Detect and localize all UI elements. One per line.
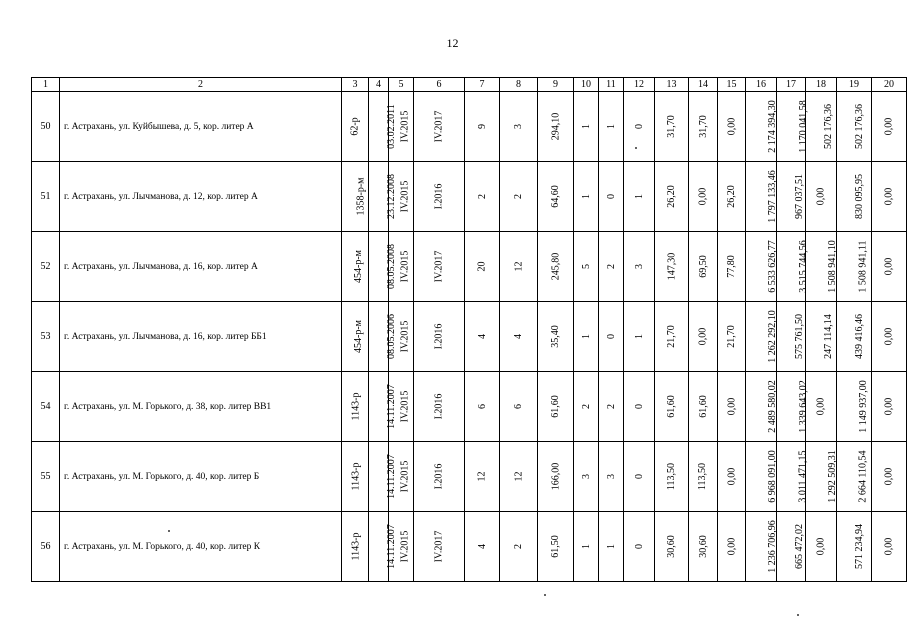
rotated-value: 3 515 744,56 bbox=[797, 240, 809, 293]
value-cell bbox=[689, 92, 718, 162]
rotated-value: 0 bbox=[605, 334, 617, 339]
rotated-value: 3 bbox=[580, 474, 592, 479]
value-cell bbox=[538, 512, 574, 582]
rotated-value: IV.2015 bbox=[399, 110, 411, 143]
value-cell bbox=[342, 92, 369, 162]
rotated-value: 294,10 bbox=[550, 112, 561, 141]
value-cell bbox=[624, 162, 655, 232]
address-cell: г. Астрахань, ул. Лычманова, д. 16, кор. литер ББ1 bbox=[60, 302, 342, 372]
rotated-value: 0,00 bbox=[726, 537, 737, 556]
rotated-value: 1143-р bbox=[350, 462, 362, 491]
rotated-value: 0,00 bbox=[883, 397, 895, 416]
rotated-value: 1 bbox=[580, 124, 592, 129]
rotated-value: 3 bbox=[633, 264, 645, 269]
rotated-value: 0,00 bbox=[883, 257, 895, 276]
value-cell bbox=[718, 302, 746, 372]
rotated-value: 1 508 941,11 bbox=[857, 240, 869, 293]
value-cell bbox=[806, 442, 837, 512]
value-cell bbox=[655, 162, 689, 232]
rotated-value: IV.2015 bbox=[399, 390, 411, 423]
value-cell bbox=[837, 372, 872, 442]
address-cell: г. Астрахань, ул. Лычманова, д. 12, кор. литер А bbox=[60, 162, 342, 232]
rotated-value: 2 489 580,02 bbox=[766, 380, 778, 433]
value-cell bbox=[414, 372, 465, 442]
header-cell: 10 bbox=[574, 78, 599, 92]
value-cell bbox=[689, 372, 718, 442]
rotated-value: 3 bbox=[513, 124, 524, 129]
value-cell bbox=[342, 302, 369, 372]
value-cell bbox=[599, 512, 624, 582]
value-cell bbox=[500, 512, 538, 582]
value-cell bbox=[806, 232, 837, 302]
rotated-value: 30,60 bbox=[697, 535, 709, 558]
rotated-value: I.2016 bbox=[433, 183, 445, 210]
value-cell bbox=[837, 442, 872, 512]
rotated-value: 14.11.2007 bbox=[385, 384, 397, 429]
value-cell bbox=[872, 372, 907, 442]
rotated-value: 245,80 bbox=[550, 252, 561, 281]
value-cell bbox=[837, 162, 872, 232]
value-cell bbox=[574, 162, 599, 232]
value-cell bbox=[718, 232, 746, 302]
value-cell bbox=[689, 442, 718, 512]
rotated-value: 1 236 706,96 bbox=[766, 520, 778, 573]
rotated-value: 4 bbox=[476, 334, 488, 339]
rotated-value: 6 533 626,77 bbox=[766, 240, 778, 293]
row-number-cell: 55 bbox=[32, 442, 60, 512]
value-cell bbox=[414, 302, 465, 372]
value-cell bbox=[574, 442, 599, 512]
header-row bbox=[32, 78, 907, 92]
rotated-value: 61,50 bbox=[550, 535, 561, 558]
value-cell bbox=[624, 302, 655, 372]
rotated-value: 967 037,51 bbox=[794, 174, 805, 219]
rotated-value: 21,70 bbox=[726, 325, 737, 348]
value-cell bbox=[806, 372, 837, 442]
rotated-value: 0,00 bbox=[883, 327, 895, 346]
value-cell bbox=[746, 372, 777, 442]
rotated-value: 3 bbox=[605, 474, 617, 479]
rotated-value: 1358-р-м bbox=[355, 177, 367, 216]
value-cell bbox=[718, 372, 746, 442]
rotated-value: 5 bbox=[580, 264, 592, 269]
rotated-value: 35,40 bbox=[550, 325, 561, 348]
row-number-cell: 54 bbox=[32, 372, 60, 442]
value-cell bbox=[837, 302, 872, 372]
value-cell bbox=[689, 512, 718, 582]
value-cell bbox=[624, 512, 655, 582]
rotated-value: 1 170 041,58 bbox=[797, 100, 809, 153]
header-cell: 2 bbox=[60, 78, 342, 92]
address-cell: г. Астрахань, ул. Лычманова, д. 16, кор. литер А bbox=[60, 232, 342, 302]
scan-speck bbox=[544, 594, 546, 596]
header-cell: 16 bbox=[746, 78, 777, 92]
value-cell bbox=[599, 302, 624, 372]
rotated-value: 147,30 bbox=[666, 252, 677, 281]
rotated-value: IV.2015 bbox=[399, 320, 411, 353]
header-cell: 4 bbox=[369, 78, 389, 92]
rotated-value: 77,80 bbox=[726, 255, 737, 278]
value-cell bbox=[777, 232, 809, 302]
header-cell: 3 bbox=[342, 78, 369, 92]
rotated-value: 2 bbox=[605, 404, 617, 409]
value-cell bbox=[599, 442, 624, 512]
value-cell bbox=[777, 92, 809, 162]
scan-speck bbox=[168, 530, 170, 532]
value-cell bbox=[837, 512, 872, 582]
rotated-value: 2 664 110,54 bbox=[857, 450, 869, 503]
header-cell: 17 bbox=[777, 78, 806, 92]
rotated-value: IV.2015 bbox=[399, 180, 411, 213]
value-cell bbox=[574, 92, 599, 162]
value-cell bbox=[599, 92, 624, 162]
rotated-value: 08.05.2006 bbox=[386, 314, 397, 359]
value-cell bbox=[872, 232, 907, 302]
value-cell bbox=[538, 232, 574, 302]
rotated-value: 21,70 bbox=[666, 325, 677, 348]
value-cell bbox=[655, 302, 689, 372]
header-cell: 9 bbox=[538, 78, 574, 92]
rotated-value: 0,00 bbox=[726, 467, 737, 486]
rotated-value: 26,20 bbox=[726, 185, 737, 208]
rotated-value: 2 bbox=[476, 194, 488, 199]
scan-speck bbox=[797, 614, 799, 616]
value-cell bbox=[369, 302, 397, 372]
value-cell bbox=[837, 92, 872, 162]
rotated-value: 1 bbox=[605, 124, 617, 129]
header-cell: 1 bbox=[32, 78, 60, 92]
rotated-value: 0,00 bbox=[883, 537, 895, 556]
value-cell bbox=[624, 92, 655, 162]
value-cell bbox=[538, 92, 574, 162]
value-cell bbox=[806, 512, 837, 582]
rotated-value: 2 bbox=[605, 264, 617, 269]
rotated-value: 439 416,46 bbox=[854, 314, 865, 359]
rotated-value: 23.12.2008 bbox=[386, 174, 397, 219]
table-row bbox=[32, 162, 907, 232]
rotated-value: 6 968 091,00 bbox=[766, 450, 778, 503]
rotated-value: IV.2017 bbox=[433, 250, 445, 283]
rotated-value: 12 bbox=[513, 471, 524, 482]
table-row bbox=[32, 372, 907, 442]
value-cell bbox=[746, 302, 777, 372]
page-number: 12 bbox=[446, 36, 459, 50]
rotated-value: 0 bbox=[633, 404, 645, 409]
rotated-value: 1143-р bbox=[350, 392, 362, 421]
rotated-value: 6 bbox=[476, 404, 488, 409]
row-number-cell: 50 bbox=[32, 92, 60, 162]
value-cell bbox=[689, 302, 718, 372]
value-cell bbox=[806, 92, 837, 162]
rotated-value: 0,00 bbox=[883, 467, 895, 486]
rotated-value: 26,20 bbox=[666, 185, 677, 208]
rotated-value: IV.2015 bbox=[399, 530, 411, 563]
value-cell bbox=[538, 442, 574, 512]
value-cell bbox=[465, 162, 500, 232]
value-cell bbox=[369, 442, 397, 512]
rotated-value: 61,60 bbox=[697, 395, 709, 418]
rotated-value: 1143-р bbox=[350, 532, 362, 561]
value-cell bbox=[872, 162, 907, 232]
value-cell bbox=[655, 512, 689, 582]
value-cell bbox=[746, 162, 777, 232]
value-cell bbox=[414, 92, 465, 162]
rotated-value: I.2016 bbox=[433, 463, 445, 490]
rotated-value: 0,00 bbox=[697, 187, 709, 206]
value-cell bbox=[342, 512, 369, 582]
value-cell bbox=[500, 442, 538, 512]
value-cell bbox=[624, 442, 655, 512]
rotated-value: 454-р-м bbox=[353, 320, 364, 353]
value-cell bbox=[465, 232, 500, 302]
rotated-value: 2 174 394,30 bbox=[766, 100, 778, 153]
header-cell: 14 bbox=[689, 78, 718, 92]
value-cell bbox=[655, 232, 689, 302]
header-cell: 15 bbox=[718, 78, 746, 92]
value-cell bbox=[837, 232, 872, 302]
value-cell bbox=[414, 442, 465, 512]
rotated-value: 0,00 bbox=[726, 397, 737, 416]
value-cell bbox=[342, 232, 369, 302]
rotated-value: 0,00 bbox=[815, 537, 827, 556]
value-cell bbox=[777, 512, 806, 582]
rotated-value: 64,60 bbox=[550, 185, 561, 208]
value-cell bbox=[342, 442, 369, 512]
value-cell bbox=[718, 92, 746, 162]
rotated-value: 502 176,36 bbox=[854, 104, 865, 149]
value-cell bbox=[777, 302, 806, 372]
row-number-cell: 52 bbox=[32, 232, 60, 302]
header-cell: 11 bbox=[599, 78, 624, 92]
rotated-value: 830 095,95 bbox=[854, 174, 865, 219]
value-cell bbox=[746, 442, 777, 512]
value-cell bbox=[872, 442, 907, 512]
value-cell bbox=[574, 512, 599, 582]
rotated-value: 69,50 bbox=[697, 255, 709, 278]
rotated-value: 166,00 bbox=[550, 462, 561, 491]
rotated-value: 0 bbox=[605, 194, 617, 199]
header-cell: 6 bbox=[414, 78, 465, 92]
value-cell bbox=[574, 372, 599, 442]
value-cell bbox=[746, 92, 777, 162]
scan-speck bbox=[635, 147, 637, 149]
row-number-cell: 53 bbox=[32, 302, 60, 372]
rotated-value: 61,60 bbox=[666, 395, 677, 418]
value-cell bbox=[500, 372, 538, 442]
rotated-value: 0 bbox=[633, 544, 645, 549]
value-cell bbox=[500, 162, 538, 232]
value-cell bbox=[369, 372, 397, 442]
table-row bbox=[32, 92, 907, 162]
value-cell bbox=[718, 512, 746, 582]
rotated-value: 1 508 941,10 bbox=[826, 240, 838, 293]
value-cell bbox=[342, 162, 369, 232]
rotated-value: 30,60 bbox=[666, 535, 677, 558]
rotated-value: 454-р-м bbox=[353, 250, 364, 283]
value-cell bbox=[777, 372, 809, 442]
rotated-value: 575 761,50 bbox=[794, 314, 805, 359]
value-cell bbox=[465, 302, 500, 372]
value-cell bbox=[689, 232, 718, 302]
value-cell bbox=[369, 232, 397, 302]
rotated-value: 12 bbox=[513, 261, 524, 272]
value-cell bbox=[806, 302, 837, 372]
rotated-value: 14.11.2007 bbox=[385, 524, 397, 569]
rotated-value: 1 bbox=[605, 544, 617, 549]
rotated-value: 1 339 643,02 bbox=[797, 380, 809, 433]
value-cell bbox=[369, 162, 397, 232]
rotated-value: IV.2015 bbox=[399, 460, 411, 493]
value-cell bbox=[414, 232, 465, 302]
rotated-value: 1 bbox=[580, 334, 592, 339]
rotated-value: 2 bbox=[513, 544, 524, 549]
rotated-value: 1 292 509,31 bbox=[826, 450, 838, 503]
address-cell: г. Астрахань, ул. М. Горького, д. 40, кор. литер Б bbox=[60, 442, 342, 512]
row-number-cell: 51 bbox=[32, 162, 60, 232]
value-cell bbox=[689, 162, 718, 232]
value-cell bbox=[599, 232, 624, 302]
value-cell bbox=[574, 302, 599, 372]
rotated-value: 08.05.2008 bbox=[386, 244, 397, 289]
header-cell: 18 bbox=[806, 78, 837, 92]
rotated-value: 20 bbox=[476, 261, 488, 272]
rotated-value: 3 011 471,15 bbox=[797, 450, 809, 503]
value-cell bbox=[599, 372, 624, 442]
rotated-value: 12 bbox=[476, 471, 488, 482]
value-cell bbox=[538, 372, 574, 442]
value-cell bbox=[624, 232, 655, 302]
header-cell: 12 bbox=[624, 78, 655, 92]
rotated-value: 4 bbox=[513, 334, 524, 339]
value-cell bbox=[369, 92, 397, 162]
table-row bbox=[32, 232, 907, 302]
rotated-value: 2 bbox=[513, 194, 524, 199]
value-cell bbox=[746, 232, 777, 302]
value-cell bbox=[538, 302, 574, 372]
address-cell: г. Астрахань, ул. Куйбышева, д. 5, кор. литер А bbox=[60, 92, 342, 162]
header-cell: 8 bbox=[500, 78, 538, 92]
rotated-value: 1 bbox=[633, 194, 645, 199]
rotated-value: 1 262 292,10 bbox=[766, 310, 778, 363]
rotated-value: 113,50 bbox=[665, 462, 677, 491]
rotated-value: 665 472,02 bbox=[794, 524, 805, 569]
header-cell: 7 bbox=[465, 78, 500, 92]
rotated-value: 6 bbox=[513, 404, 524, 409]
table-row bbox=[32, 512, 907, 582]
header-cell: 19 bbox=[837, 78, 872, 92]
value-cell bbox=[777, 162, 806, 232]
address-cell: г. Астрахань, ул. М. Горького, д. 38, кор. литер ВВ1 bbox=[60, 372, 342, 442]
value-cell bbox=[806, 162, 837, 232]
rotated-value: 0,00 bbox=[815, 397, 827, 416]
value-cell bbox=[465, 92, 500, 162]
value-cell bbox=[342, 372, 369, 442]
value-cell bbox=[465, 372, 500, 442]
header-cell: 5 bbox=[389, 78, 414, 92]
rotated-value: 113,50 bbox=[697, 462, 709, 491]
value-cell bbox=[500, 92, 538, 162]
rotated-value: 502 176,36 bbox=[823, 104, 834, 149]
value-cell bbox=[872, 302, 907, 372]
value-cell bbox=[538, 162, 574, 232]
rotated-value: 1 bbox=[580, 544, 592, 549]
rotated-value: 2 bbox=[580, 404, 592, 409]
address-cell: г. Астрахань, ул. М. Горького, д. 40, кор. литер К bbox=[60, 512, 342, 582]
value-cell bbox=[500, 302, 538, 372]
rotated-value: IV.2015 bbox=[399, 250, 411, 283]
rotated-value: 1 bbox=[580, 194, 592, 199]
value-cell bbox=[414, 512, 465, 582]
rotated-value: 9 bbox=[476, 124, 488, 129]
value-cell bbox=[465, 442, 500, 512]
value-cell bbox=[655, 92, 689, 162]
rotated-value: 0 bbox=[633, 474, 645, 479]
value-cell bbox=[777, 442, 809, 512]
table-row bbox=[32, 302, 907, 372]
rotated-value: 1 149 937,00 bbox=[857, 380, 869, 433]
table-row bbox=[32, 442, 907, 512]
value-cell bbox=[500, 232, 538, 302]
rotated-value: 247 114,14 bbox=[822, 314, 834, 359]
value-cell bbox=[872, 512, 907, 582]
value-cell bbox=[369, 512, 397, 582]
value-cell bbox=[718, 442, 746, 512]
value-cell bbox=[655, 372, 689, 442]
rotated-value: I.2016 bbox=[433, 323, 445, 350]
rotated-value: 0 bbox=[633, 124, 645, 129]
rotated-value: 0,00 bbox=[726, 117, 737, 136]
data-table bbox=[31, 77, 907, 582]
rotated-value: 03.02.2011 bbox=[385, 104, 397, 149]
rotated-value: IV.2017 bbox=[433, 110, 445, 143]
value-cell bbox=[465, 512, 500, 582]
rotated-value: 61,60 bbox=[550, 395, 561, 418]
value-cell bbox=[624, 372, 655, 442]
rotated-value: 571 234,94 bbox=[854, 524, 865, 569]
rotated-value: IV.2017 bbox=[433, 530, 445, 563]
value-cell bbox=[574, 232, 599, 302]
header-cell: 20 bbox=[872, 78, 907, 92]
rotated-value: 4 bbox=[476, 544, 488, 549]
value-cell bbox=[718, 162, 746, 232]
rotated-value: 14.11.2007 bbox=[385, 454, 397, 499]
rotated-value: 0,00 bbox=[697, 327, 709, 346]
rotated-value: 31,70 bbox=[666, 115, 677, 138]
row-number-cell: 56 bbox=[32, 512, 60, 582]
rotated-value: 0,00 bbox=[883, 117, 895, 136]
rotated-value: 0,00 bbox=[883, 187, 895, 206]
header-cell: 13 bbox=[655, 78, 689, 92]
rotated-value: 31,70 bbox=[697, 115, 709, 138]
rotated-value: I.2016 bbox=[433, 393, 445, 420]
rotated-value: 1 bbox=[633, 334, 645, 339]
value-cell bbox=[599, 162, 624, 232]
value-cell bbox=[414, 162, 465, 232]
rotated-value: 0,00 bbox=[815, 187, 827, 206]
value-cell bbox=[746, 512, 777, 582]
value-cell bbox=[655, 442, 689, 512]
value-cell bbox=[872, 92, 907, 162]
rotated-value: 1 797 133,46 bbox=[766, 170, 778, 223]
rotated-value: 62-р bbox=[349, 117, 361, 136]
